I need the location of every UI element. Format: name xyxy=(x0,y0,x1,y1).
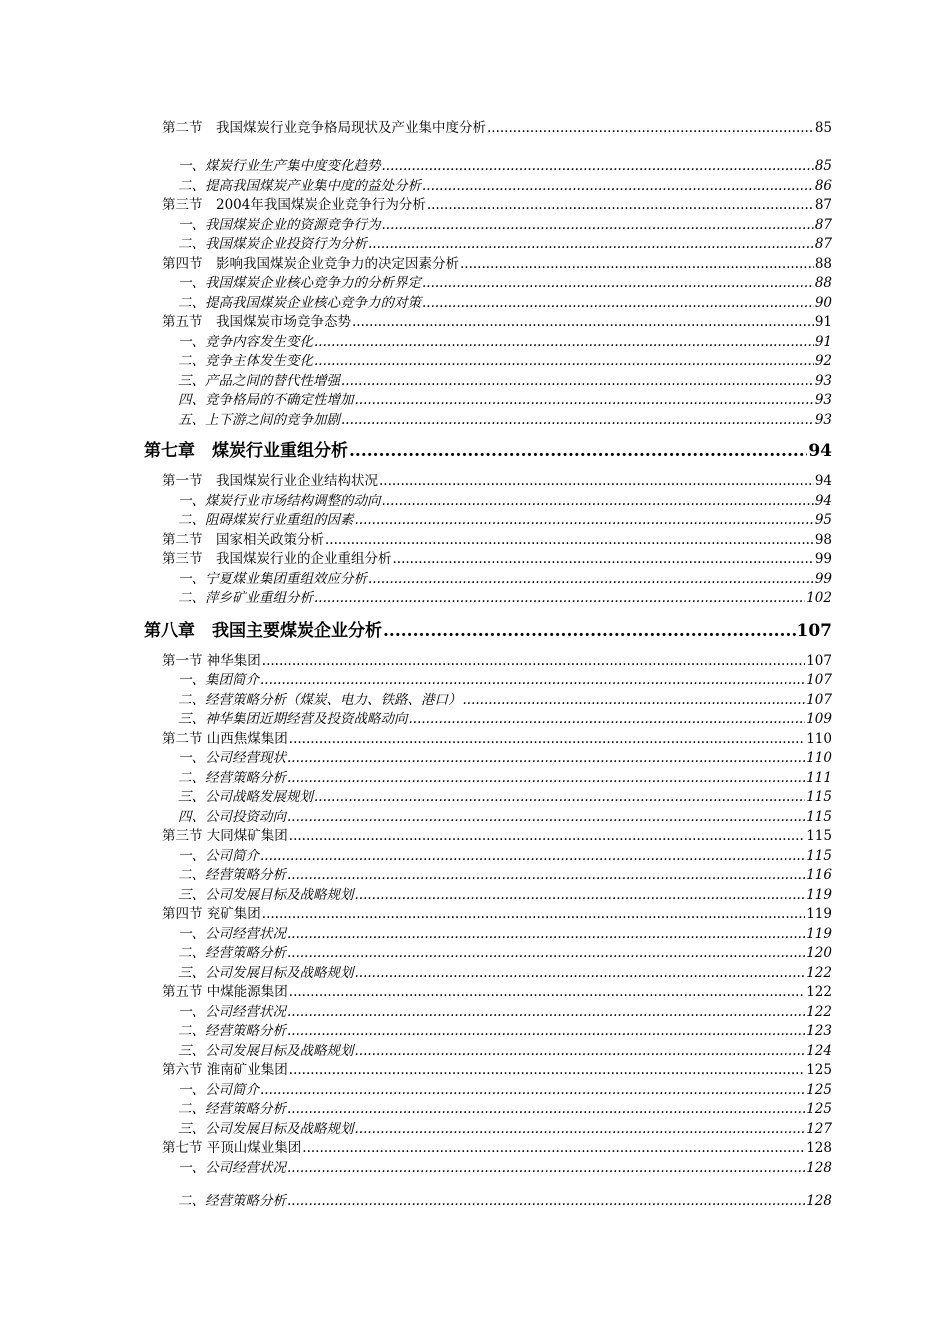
toc-entry-page-number: 115 xyxy=(806,828,832,844)
toc-entry-title: 一、公司经营状况 xyxy=(178,1004,286,1020)
toc-section-entry[interactable] xyxy=(162,310,832,330)
toc-item-entry[interactable] xyxy=(178,668,832,688)
toc-item-entry[interactable] xyxy=(178,232,832,252)
toc-dot-leader xyxy=(427,197,814,213)
toc-entry-page-number: 107 xyxy=(806,653,832,669)
toc-dot-leader xyxy=(289,828,805,844)
toc-entry-page-number: 115 xyxy=(806,789,832,805)
toc-section-entry[interactable] xyxy=(162,1058,832,1078)
toc-dot-leader xyxy=(289,731,805,747)
toc-entry-page-number: 107 xyxy=(806,692,832,708)
toc-item-entry[interactable] xyxy=(178,863,832,883)
toc-dot-leader xyxy=(287,1160,805,1176)
toc-entry-title: 一、公司经营状况 xyxy=(178,926,286,942)
toc-section-entry[interactable] xyxy=(162,902,832,922)
toc-dot-leader xyxy=(382,158,814,174)
toc-item-entry[interactable] xyxy=(178,785,832,805)
toc-dot-leader xyxy=(422,178,814,194)
toc-entry-page-number: 107 xyxy=(796,621,832,641)
toc-entry-page-number: 107 xyxy=(806,672,832,688)
toc-entry-title: 第三节 大同煤矿集团 xyxy=(162,828,288,844)
toc-entry-page-number: 127 xyxy=(806,1121,832,1137)
toc-dot-leader xyxy=(314,590,805,606)
toc-entry-title: 第八章 我国主要煤炭企业分析 xyxy=(144,621,382,641)
toc-entry-page-number: 94 xyxy=(814,473,832,489)
toc-entry-page-number: 85 xyxy=(814,158,832,174)
toc-dot-leader xyxy=(409,711,806,727)
toc-entry-title: 一、宁夏煤业集团重组效应分析 xyxy=(178,571,367,587)
toc-dot-leader xyxy=(289,1062,805,1078)
toc-item-entry[interactable] xyxy=(178,746,832,766)
toc-entry-page-number: 123 xyxy=(806,1023,832,1039)
toc-dot-leader xyxy=(355,887,806,903)
toc-item-entry[interactable] xyxy=(178,1156,832,1176)
toc-entry-page-number: 119 xyxy=(806,887,832,903)
toc-entry-page-number: 124 xyxy=(806,1043,832,1059)
toc-entry-page-number: 87 xyxy=(814,197,832,213)
toc-item-entry[interactable] xyxy=(178,1019,832,1039)
toc-dot-leader xyxy=(383,621,796,641)
toc-item-entry[interactable] xyxy=(178,154,832,174)
toc-entry-page-number: 87 xyxy=(814,236,832,252)
toc-entry-title: 一、公司经营状况 xyxy=(178,1160,286,1176)
toc-entry-title: 一、公司简介 xyxy=(178,1082,259,1098)
toc-dot-leader xyxy=(289,984,805,1000)
toc-item-entry[interactable] xyxy=(178,388,832,408)
toc-dot-leader xyxy=(341,373,814,389)
toc-entry-title: 一、煤炭行业生产集中度变化趋势 xyxy=(178,158,381,174)
toc-dot-leader xyxy=(314,353,814,369)
toc-section-entry[interactable] xyxy=(162,116,832,136)
toc-item-entry[interactable] xyxy=(178,844,832,864)
toc-dot-leader xyxy=(287,1101,805,1117)
toc-entry-page-number: 99 xyxy=(814,571,832,587)
toc-entry-title: 二、经营策略分析 xyxy=(178,1101,286,1117)
toc-section-entry[interactable] xyxy=(162,824,832,844)
toc-entry-page-number: 122 xyxy=(806,965,832,981)
toc-entry-page-number: 116 xyxy=(806,867,832,883)
toc-item-entry[interactable] xyxy=(178,961,832,981)
toc-dot-leader xyxy=(355,1043,806,1059)
toc-entry-page-number: 85 xyxy=(814,120,832,136)
toc-entry-title: 第七章 煤炭行业重组分析 xyxy=(144,441,348,461)
toc-entry-title: 三、公司发展目标及战略规划 xyxy=(178,887,354,903)
toc-entry-title: 二、经营策略分析 xyxy=(178,770,286,786)
toc-entry-title: 一、公司简介 xyxy=(178,848,259,864)
toc-entry-title: 一、煤炭行业市场结构调整的动向 xyxy=(178,493,381,509)
toc-entry-page-number: 128 xyxy=(806,1160,832,1176)
toc-entry-page-number: 87 xyxy=(814,217,832,233)
toc-item-entry[interactable] xyxy=(178,922,832,942)
toc-item-entry[interactable] xyxy=(178,688,832,708)
toc-entry-page-number: 94 xyxy=(808,441,832,461)
toc-dot-leader xyxy=(287,945,805,961)
toc-entry-title: 三、公司发展目标及战略规划 xyxy=(178,1121,354,1137)
toc-entry-title: 二、提高我国煤炭产业集中度的益处分析 xyxy=(178,178,421,194)
toc-entry-title: 第二节 山西焦煤集团 xyxy=(162,731,288,747)
toc-entry-title: 第五节 我国煤炭市场竞争态势 xyxy=(162,314,351,330)
toc-section-entry[interactable] xyxy=(162,193,832,213)
toc-entry-title: 三、公司战略发展规划 xyxy=(178,789,313,805)
toc-dot-leader xyxy=(314,789,805,805)
toc-dot-leader xyxy=(422,295,814,311)
toc-item-entry[interactable] xyxy=(178,766,832,786)
toc-entry-title: 第五节 中煤能源集团 xyxy=(162,984,288,1000)
toc-entry-title: 三、产品之间的替代性增强 xyxy=(178,373,340,389)
toc-entry-title: 第二节 我国煤炭行业竞争格局现状及产业集中度分析 xyxy=(162,120,486,136)
toc-dot-leader xyxy=(382,217,814,233)
toc-entry-page-number: 125 xyxy=(806,1101,832,1117)
toc-dot-leader xyxy=(355,512,814,528)
toc-entry-page-number: 92 xyxy=(814,353,832,369)
toc-dot-leader xyxy=(379,473,814,489)
toc-entry-page-number: 102 xyxy=(806,590,832,606)
toc-entry-page-number: 115 xyxy=(806,809,832,825)
toc-dot-leader xyxy=(325,532,814,548)
toc-entry-title: 三、公司发展目标及战略规划 xyxy=(178,1043,354,1059)
toc-item-entry[interactable] xyxy=(178,291,832,311)
toc-item-entry[interactable] xyxy=(178,1078,832,1098)
toc-dot-leader xyxy=(341,412,814,428)
toc-entry-page-number: 88 xyxy=(814,275,832,291)
toc-section-entry[interactable] xyxy=(162,547,832,567)
toc-dot-leader xyxy=(355,392,814,408)
toc-entry-page-number: 93 xyxy=(814,412,832,428)
toc-item-entry[interactable] xyxy=(178,489,832,509)
toc-item-entry[interactable] xyxy=(178,883,832,903)
toc-entry-page-number: 94 xyxy=(814,493,832,509)
toc-item-entry[interactable] xyxy=(178,369,832,389)
toc-entry-page-number: 90 xyxy=(814,295,832,311)
toc-section-entry[interactable] xyxy=(162,649,832,669)
toc-entry-page-number: 122 xyxy=(806,1004,832,1020)
toc-entry-page-number: 109 xyxy=(806,711,832,727)
toc-dot-leader xyxy=(463,692,806,708)
toc-entry-page-number: 122 xyxy=(806,984,832,1000)
toc-entry-title: 第六节 淮南矿业集团 xyxy=(162,1062,288,1078)
toc-dot-leader xyxy=(287,1193,805,1209)
toc-dot-leader xyxy=(422,275,814,291)
toc-chapter-entry[interactable] xyxy=(144,616,832,641)
toc-entry-page-number: 115 xyxy=(806,848,832,864)
toc-entry-title: 一、竞争内容发生变化 xyxy=(178,334,313,350)
toc-dot-leader xyxy=(382,493,814,509)
toc-dot-leader xyxy=(287,1023,805,1039)
toc-entry-title: 二、经营策略分析 xyxy=(178,945,286,961)
toc-item-entry[interactable] xyxy=(178,941,832,961)
toc-entry-page-number: 125 xyxy=(806,1062,832,1078)
toc-item-entry[interactable] xyxy=(178,271,832,291)
toc-entry-page-number: 93 xyxy=(814,392,832,408)
toc-section-entry[interactable] xyxy=(162,727,832,747)
toc-section-entry[interactable] xyxy=(162,1136,832,1156)
toc-item-entry[interactable] xyxy=(178,349,832,369)
toc-dot-leader xyxy=(302,1140,805,1156)
toc-entry-page-number: 110 xyxy=(806,731,832,747)
toc-entry-title: 第一节 神华集团 xyxy=(162,653,261,669)
toc-dot-leader xyxy=(260,1082,805,1098)
toc-entry-title: 四、竞争格局的不确定性增加 xyxy=(178,392,354,408)
toc-item-entry[interactable] xyxy=(178,805,832,825)
toc-dot-leader xyxy=(368,236,814,252)
toc-entry-title: 第一节 我国煤炭行业企业结构状况 xyxy=(162,473,378,489)
toc-section-entry[interactable] xyxy=(162,980,832,1000)
toc-dot-leader xyxy=(393,551,814,567)
toc-entry-page-number: 128 xyxy=(806,1193,832,1209)
toc-dot-leader xyxy=(287,1004,805,1020)
toc-entry-title: 二、竞争主体发生变化 xyxy=(178,353,313,369)
toc-entry-page-number: 91 xyxy=(814,334,832,350)
toc-item-entry[interactable] xyxy=(178,707,832,727)
toc-entry-page-number: 93 xyxy=(814,373,832,389)
toc-entry-title: 三、神华集团近期经营及投资战略动向 xyxy=(178,711,408,727)
toc-dot-leader xyxy=(260,848,805,864)
toc-section-entry[interactable] xyxy=(162,469,832,489)
toc-dot-leader xyxy=(355,1121,806,1137)
toc-entry-title: 一、我国煤炭企业的资源竞争行为 xyxy=(178,217,381,233)
toc-entry-page-number: 99 xyxy=(814,551,832,567)
toc-entry-title: 二、我国煤炭企业投资行为分析 xyxy=(178,236,367,252)
toc-item-entry[interactable] xyxy=(178,1097,832,1117)
toc-entry-page-number: 119 xyxy=(806,926,832,942)
toc-dot-leader xyxy=(287,770,805,786)
toc-dot-leader xyxy=(352,314,814,330)
toc-entry-title: 第三节 我国煤炭行业的企业重组分析 xyxy=(162,551,392,567)
toc-item-entry[interactable] xyxy=(178,213,832,233)
toc-entry-page-number: 86 xyxy=(814,178,832,194)
toc-item-entry[interactable] xyxy=(178,1039,832,1059)
toc-entry-title: 三、公司发展目标及战略规划 xyxy=(178,965,354,981)
toc-entry-title: 二、阻碍煤炭行业重组的因素 xyxy=(178,512,354,528)
toc-dot-leader xyxy=(262,653,805,669)
toc-entry-page-number: 95 xyxy=(814,512,832,528)
toc-item-entry[interactable] xyxy=(178,174,832,194)
toc-entry-page-number: 119 xyxy=(806,906,832,922)
toc-entry-page-number: 111 xyxy=(806,770,832,786)
toc-dot-leader xyxy=(349,441,807,461)
toc-item-entry[interactable] xyxy=(178,508,832,528)
toc-entry-title: 一、我国煤炭企业核心竞争力的分析界定 xyxy=(178,275,421,291)
toc-dot-leader xyxy=(314,334,814,350)
toc-dot-leader xyxy=(260,672,805,688)
toc-entry-title: 四、公司投资动向 xyxy=(178,809,286,825)
toc-entry-title: 五、上下游之间的竞争加剧 xyxy=(178,412,340,428)
toc-entry-title: 二、经营策略分析 xyxy=(178,1023,286,1039)
toc-dot-leader xyxy=(287,809,805,825)
toc-section-entry[interactable] xyxy=(162,252,832,272)
toc-entry-page-number: 128 xyxy=(806,1140,832,1156)
toc-entry-title: 二、经营策略分析 xyxy=(178,1193,286,1209)
toc-entry-title: 二、提高我国煤炭企业核心竞争力的对策 xyxy=(178,295,421,311)
toc-entry-title: 第二节 国家相关政策分析 xyxy=(162,532,324,548)
toc-entry-page-number: 91 xyxy=(814,314,832,330)
toc-entry-page-number: 110 xyxy=(806,750,832,766)
toc-entry-title: 第四节 兖矿集团 xyxy=(162,906,261,922)
toc-entry-page-number: 98 xyxy=(814,532,832,548)
toc-dot-leader xyxy=(287,926,805,942)
toc-chapter-entry[interactable] xyxy=(144,436,832,461)
toc-item-entry[interactable] xyxy=(178,330,832,350)
toc-entry-title: 第七节 平顶山煤业集团 xyxy=(162,1140,302,1156)
toc-item-entry[interactable] xyxy=(178,586,832,606)
toc-dot-leader xyxy=(287,750,805,766)
toc-entry-title: 第三节 2004年我国煤炭企业竞争行为分析 xyxy=(162,197,426,213)
toc-entry-page-number: 120 xyxy=(806,945,832,961)
toc-entry-title: 二、经营策略分析（煤炭、电力、铁路、港口） xyxy=(178,692,462,708)
toc-section-entry[interactable] xyxy=(162,528,832,548)
toc-dot-leader xyxy=(368,571,814,587)
toc-entry-page-number: 88 xyxy=(814,256,832,272)
toc-item-entry[interactable] xyxy=(178,1189,832,1209)
toc-item-entry[interactable] xyxy=(178,1117,832,1137)
toc-item-entry[interactable] xyxy=(178,408,832,428)
toc-dot-leader xyxy=(355,965,806,981)
toc-item-entry[interactable] xyxy=(178,567,832,587)
toc-dot-leader xyxy=(487,120,814,136)
toc-dot-leader xyxy=(460,256,814,272)
toc-entry-page-number: 125 xyxy=(806,1082,832,1098)
toc-entry-title: 一、集团简介 xyxy=(178,672,259,688)
toc-dot-leader xyxy=(262,906,805,922)
toc-entry-title: 二、萍乡矿业重组分析 xyxy=(178,590,313,606)
toc-dot-leader xyxy=(287,867,805,883)
toc-entry-title: 第四节 影响我国煤炭企业竞争力的决定因素分析 xyxy=(162,256,459,272)
toc-entry-title: 二、经营策略分析 xyxy=(178,867,286,883)
toc-item-entry[interactable] xyxy=(178,1000,832,1020)
toc-entry-title: 一、公司经营现状 xyxy=(178,750,286,766)
